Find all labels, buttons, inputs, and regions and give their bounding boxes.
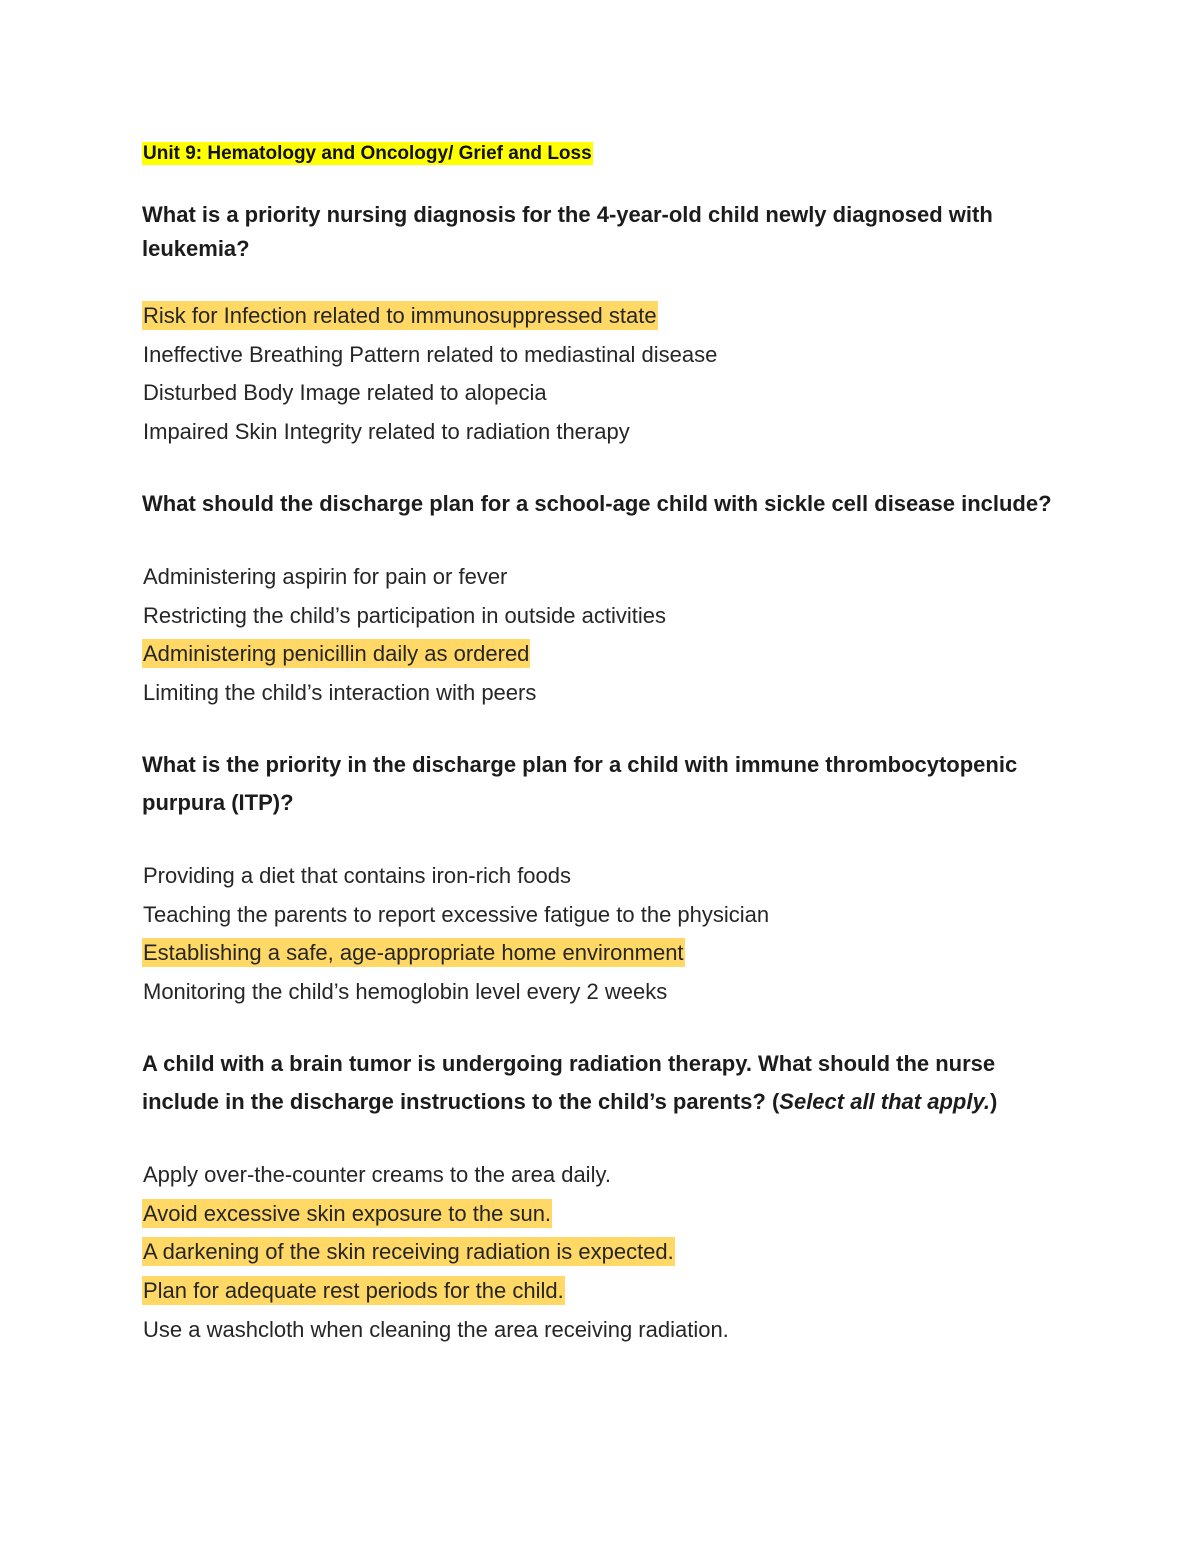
question-4-text-after: ) [989,1089,998,1114]
option-text: Providing a diet that contains iron-rich foods [143,863,572,888]
question-4-text-emphasis: Select all that apply. [779,1089,990,1114]
option-text: Monitoring the child’s hemoglobin level every 2 weeks [143,979,668,1005]
option [142,973,1062,1012]
question-1-text: What is a priority nursing diagnosis for the 4-year-old child newly diagnosed with leukemia? [142,202,993,261]
question-3-options [142,857,1062,1012]
question-1-options [142,297,1062,452]
option-text: Apply over-the-counter creams to the area daily. [143,1162,611,1187]
question-2-text: What should the discharge plan for a school-age child with sickle cell disease include? [142,491,1052,516]
question-block-4 [142,1045,1062,1121]
option [142,597,1062,636]
option-text: Administering aspirin for pain or fever [143,564,508,589]
option [142,413,1062,452]
question-block-1 [142,198,1062,266]
option-correct [142,934,1062,973]
option-text: Impaired Skin Integrity related to radiation therapy [143,419,630,445]
question-3-text: What is the priority in the discharge plan for a child with immune thrombocytopenic purpura (ITP)? [142,752,1018,815]
option [142,336,1062,375]
option [142,374,1062,413]
option [142,857,1062,896]
option-text: Restricting the child’s participation in outside activities [143,602,666,628]
option-text: Ineffective Breathing Pattern related to mediastinal disease [143,341,718,367]
option-text: Risk for Infection related to immunosuppressed state [143,303,657,328]
option-text: Use a washcloth when cleaning the area receiving radiation. [143,1316,729,1342]
option-text: Administering penicillin daily as ordered [143,641,530,667]
option-text: A darkening of the skin receiving radiation is expected. [143,1239,674,1265]
option-correct [142,1233,1062,1272]
option-text: Disturbed Body Image related to alopecia [143,380,547,406]
option [142,558,1062,597]
option-text: Plan for adequate rest periods for the child. [143,1278,564,1304]
option-correct [142,1272,1062,1311]
option [142,896,1062,935]
unit-title [142,141,593,167]
option-text: Avoid excessive skin exposure to the sun. [143,1200,552,1226]
option [142,1311,1062,1350]
question-4-options [142,1156,1062,1350]
question-block-2 [142,485,1062,523]
option [142,1156,1062,1195]
option-text: Teaching the parents to report excessive fatigue to the physician [143,901,770,927]
option-text: Limiting the child’s interaction with peers [143,680,537,706]
option [142,674,1062,713]
question-4-text-main: A child with a brain tumor is undergoing radiation therapy. What should the nurse include in the discharge instructions to the child’s parents? ( [142,1051,996,1114]
option-correct [142,1195,1062,1234]
option-correct [142,297,1062,336]
question-2-options [142,558,1062,713]
question-4-text [142,1045,1062,1121]
question-block-3 [142,746,1062,822]
option-correct [142,635,1062,674]
unit-title-text: Unit 9: Hematology and Oncology/ Grief and Loss [143,143,592,164]
option-text: Establishing a safe, age-appropriate home environment [143,940,684,966]
